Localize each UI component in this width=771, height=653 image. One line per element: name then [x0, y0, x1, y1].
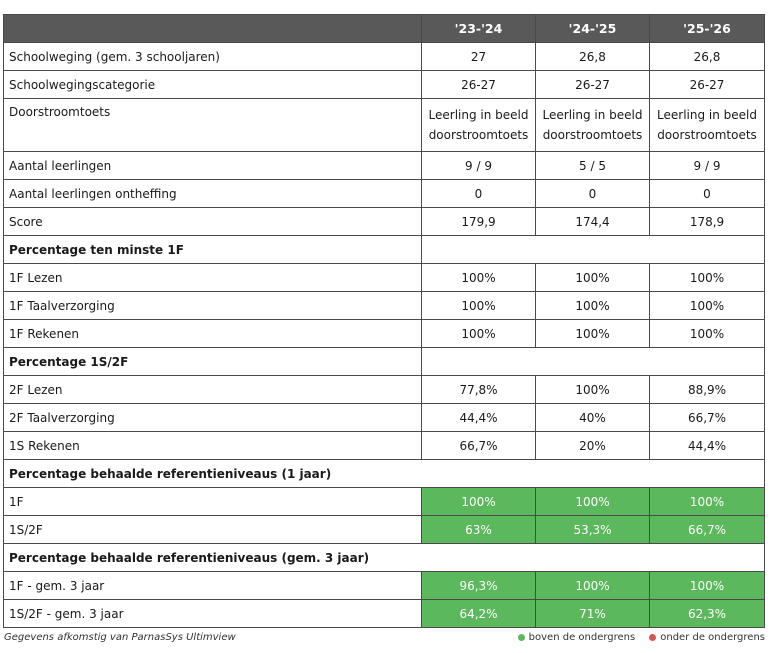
cell-value: 26-27 [422, 71, 536, 99]
cell-line: Leerling in beeld [542, 108, 643, 122]
cell-value [422, 99, 536, 152]
cell-value [536, 99, 650, 152]
cell-value: 20% [536, 432, 650, 460]
cell-value: 178,9 [650, 208, 765, 236]
cell-line: doorstroomtoets [657, 128, 757, 142]
row-score [4, 208, 765, 236]
cell-value: 5 / 5 [536, 152, 650, 180]
cell-value-above: 100% [536, 572, 650, 600]
row-1f-rekenen [4, 320, 765, 348]
cell-line: Leerling in beeld [428, 108, 529, 122]
cell-value-above: 100% [422, 488, 536, 516]
cell-value: 77,8% [422, 376, 536, 404]
section-empty-cell [422, 236, 765, 264]
cell-line: Leerling in beeld [657, 108, 757, 122]
legend [508, 632, 765, 643]
cell-value: 26,8 [536, 43, 650, 71]
cell-value: 100% [650, 292, 765, 320]
row-label: 1F Rekenen [4, 320, 422, 348]
cell-value: 88,9% [650, 376, 765, 404]
row-schoolwegingscategorie [4, 71, 765, 99]
cell-value: 0 [650, 180, 765, 208]
cell-value: 9 / 9 [422, 152, 536, 180]
section-header-1f [4, 236, 765, 264]
cell-value: 100% [650, 264, 765, 292]
header-year-2526: '25-'26 [650, 15, 765, 43]
green-dot-icon [518, 634, 525, 641]
cell-value-above: 71% [536, 600, 650, 628]
row-label: 2F Lezen [4, 376, 422, 404]
row-label: 1F - gem. 3 jaar [4, 572, 422, 600]
header-year-2425: '24-'25 [536, 15, 650, 43]
source-note: Gegevens afkomstig van ParnasSys Ultimview [4, 632, 236, 643]
row-label: Score [4, 208, 422, 236]
cell-value: 27 [422, 43, 536, 71]
cell-value: 179,9 [422, 208, 536, 236]
header-year-2324: '23-'24 [422, 15, 536, 43]
cell-value: 40% [536, 404, 650, 432]
section-empty-cell [422, 348, 765, 376]
cell-value: 66,7% [422, 432, 536, 460]
cell-value [650, 99, 765, 152]
row-ref-1f-3jaar [4, 572, 765, 600]
cell-value: 0 [422, 180, 536, 208]
cell-value: 66,7% [650, 404, 765, 432]
row-label: 1F [4, 488, 422, 516]
cell-value: 26,8 [650, 43, 765, 71]
row-doorstroomtoets [4, 99, 765, 152]
row-label: 1F Lezen [4, 264, 422, 292]
cell-value: 44,4% [422, 404, 536, 432]
section-header-1s2f [4, 348, 765, 376]
cell-value-above: 64,2% [422, 600, 536, 628]
row-2f-lezen [4, 376, 765, 404]
section-header-ref-1jaar [4, 460, 765, 488]
cell-value: 100% [536, 264, 650, 292]
cell-value-above: 62,3% [650, 600, 765, 628]
red-dot-icon [649, 634, 656, 641]
row-ref-1s2f [4, 516, 765, 544]
cell-value: 100% [422, 320, 536, 348]
section-title: Percentage behaalde referentieniveaus (1 jaar) [4, 460, 765, 488]
row-1s-rekenen [4, 432, 765, 460]
cell-value: 100% [422, 264, 536, 292]
legend-label-below: onder de ondergrens [660, 632, 765, 643]
row-label: 1S/2F - gem. 3 jaar [4, 600, 422, 628]
row-ref-1s2f-3jaar [4, 600, 765, 628]
row-label: Doorstroomtoets [4, 99, 422, 152]
section-title: Percentage behaalde referentieniveaus (gem. 3 jaar) [4, 544, 765, 572]
cell-value-above: 63% [422, 516, 536, 544]
cell-value: 100% [536, 292, 650, 320]
row-ref-1f [4, 488, 765, 516]
row-label: 2F Taalverzorging [4, 404, 422, 432]
cell-value-above: 100% [536, 488, 650, 516]
cell-line: doorstroomtoets [428, 128, 529, 142]
header-empty-cell [4, 15, 422, 43]
cell-value: 26-27 [650, 71, 765, 99]
cell-value: 100% [536, 376, 650, 404]
results-table [3, 14, 765, 628]
cell-value: 100% [422, 292, 536, 320]
cell-value: 100% [536, 320, 650, 348]
row-2f-taalverzorging [4, 404, 765, 432]
row-ontheffing [4, 180, 765, 208]
cell-value-above: 96,3% [422, 572, 536, 600]
cell-value: 0 [536, 180, 650, 208]
row-aantal-leerlingen [4, 152, 765, 180]
legend-label-above: boven de ondergrens [528, 632, 636, 643]
row-label: Aantal leerlingen ontheffing [4, 180, 422, 208]
row-label: Aantal leerlingen [4, 152, 422, 180]
section-title: Percentage ten minste 1F [4, 236, 422, 264]
row-label: Schoolweging (gem. 3 schooljaren) [4, 43, 422, 71]
section-header-ref-3jaar [4, 544, 765, 572]
row-schoolweging [4, 43, 765, 71]
cell-value-above: 66,7% [650, 516, 765, 544]
row-label: 1F Taalverzorging [4, 292, 422, 320]
cell-value-above: 53,3% [536, 516, 650, 544]
cell-value: 26-27 [536, 71, 650, 99]
cell-value: 174,4 [536, 208, 650, 236]
row-label: Schoolwegingscategorie [4, 71, 422, 99]
cell-value: 100% [650, 320, 765, 348]
row-1f-lezen [4, 264, 765, 292]
cell-value-above: 100% [650, 572, 765, 600]
cell-value-above: 100% [650, 488, 765, 516]
cell-value: 44,4% [650, 432, 765, 460]
table-header-row [4, 15, 765, 43]
row-label: 1S/2F [4, 516, 422, 544]
section-title: Percentage 1S/2F [4, 348, 422, 376]
legend-item-above [518, 632, 636, 643]
row-label: 1S Rekenen [4, 432, 422, 460]
cell-value: 9 / 9 [650, 152, 765, 180]
legend-item-below [649, 632, 765, 643]
row-1f-taalverzorging [4, 292, 765, 320]
cell-line: doorstroomtoets [542, 128, 643, 142]
